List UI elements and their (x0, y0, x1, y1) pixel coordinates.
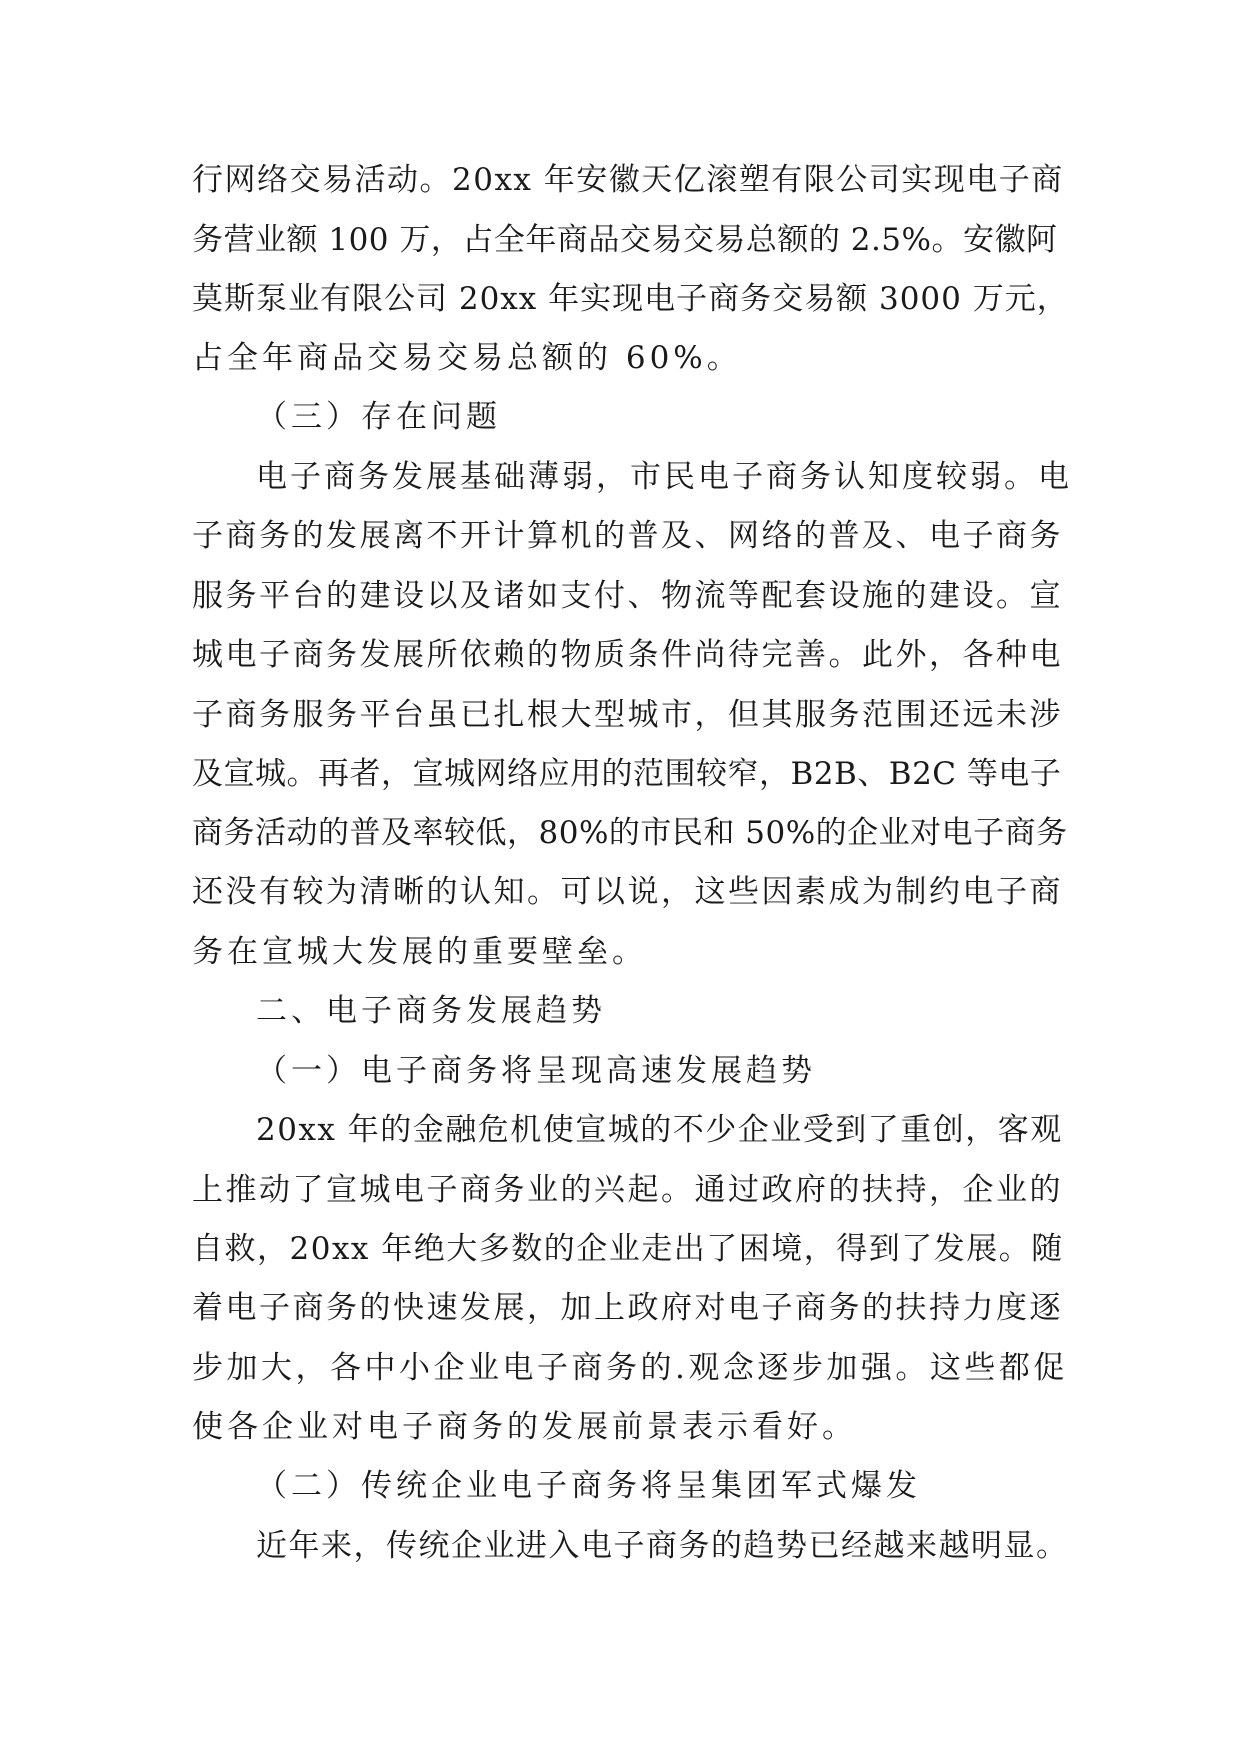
paragraph-line: 使各企业对电子商务的发展前景表示看好。 (192, 1409, 857, 1445)
paragraph-line: 城电子商务发展所依赖的物质条件尚待完善。此外，各种电 (192, 637, 1063, 673)
paragraph-line: 子商务服务平台虽已扎根大型城市，但其服务范围还远未涉 (192, 697, 1063, 733)
chapter-heading: 二、电子商务发展趋势 (256, 993, 606, 1029)
paragraph-line: 服务平台的建设以及诸如支付、物流等配套设施的建设。宣 (192, 578, 1063, 614)
paragraph-line: 莫斯泵业有限公司 20xx 年实现电子商务交易额 3000 万元， (192, 281, 1069, 317)
paragraph-line: 务营业额 100 万，占全年商品交易交易总额的 2.5%。安徽阿 (192, 222, 1058, 258)
paragraph-line: 自救，20xx 年绝大多数的企业走出了困境，得到了发展。随 (192, 1231, 1064, 1267)
paragraph-line: 务在宣城大发展的重要壁垒。 (192, 934, 647, 970)
paragraph-line: 行网络交易活动。20xx 年安徽天亿滚塑有限公司实现电子商 (192, 162, 1064, 198)
paragraph-line: 着电子商务的快速发展，加上政府对电子商务的扶持力度逐 (192, 1290, 1063, 1326)
paragraph-first-line: 电子商务发展基础薄弱，市民电子商务认知度较弱。电 (256, 459, 1072, 495)
paragraph-line: 及宣城。再者，宣城网络应用的范围较窄，B2B、B2C 等电子 (192, 756, 1062, 792)
section-heading: （三）存在问题 (256, 399, 501, 435)
paragraph-line: 步加大，各中小企业电子商务的.观念逐步加强。这些都促 (192, 1350, 1068, 1386)
paragraph-line: 占全年商品交易交易总额的 60%。 (192, 340, 742, 376)
section-heading: （一）电子商务将呈现高速发展趋势 (256, 1053, 816, 1089)
paragraph-first-line: 近年来，传统企业进入电子商务的趋势已经越来越明显。 (256, 1528, 1069, 1564)
paragraph-first-line: 20xx 年的金融危机使宣城的不少企业受到了重创，客观 (256, 1112, 1063, 1148)
paragraph-line: 上推动了宣城电子商务业的兴起。通过政府的扶持，企业的 (192, 1172, 1063, 1208)
section-heading: （二）传统企业电子商务将呈集团军式爆发 (256, 1468, 921, 1504)
paragraph-line: 子商务的发展离不开计算机的普及、网络的普及、电子商务 (192, 518, 1063, 554)
paragraph-line: 还没有较为清晰的认知。可以说，这些因素成为制约电子商 (192, 874, 1063, 910)
paragraph-line: 商务活动的普及率较低，80%的市民和 50%的企业对电子商务 (192, 815, 1068, 851)
